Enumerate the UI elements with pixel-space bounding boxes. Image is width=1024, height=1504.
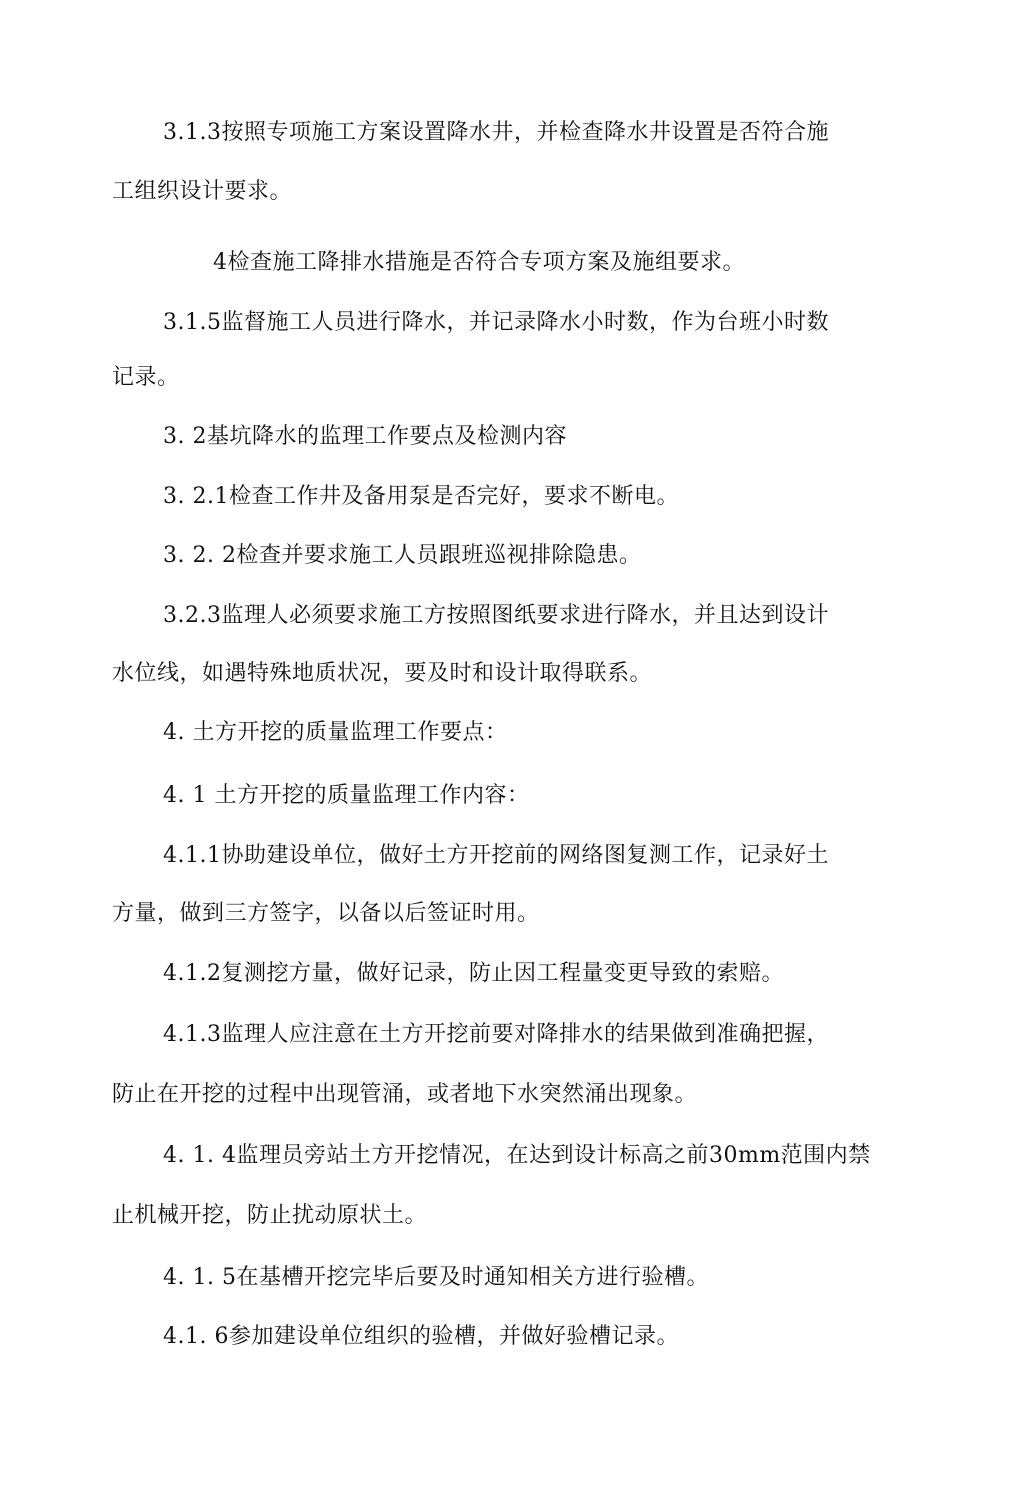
text-line: 4.1. 6参加建设单位组织的验槽，并做好验槽记录。 bbox=[163, 1324, 679, 1349]
text-line: 止机械开挖，防止扰动原状土。 bbox=[112, 1203, 428, 1228]
text-line: 4. 1 土方开挖的质量监理工作内容： bbox=[163, 783, 530, 808]
text-line: 3.1.3按照专项施工方案设置降水井，并检查降水井设置是否符合施 bbox=[163, 120, 829, 145]
text-line: 工组织设计要求。 bbox=[112, 179, 293, 204]
text-line: 3. 2.1检查工作井及备用泵是否完好，要求不断电。 bbox=[163, 484, 679, 509]
text-line: 4.1.2复测挖方量，做好记录，防止因工程量变更导致的索赔。 bbox=[163, 961, 784, 986]
text-line: 3.2.3监理人必须要求施工方按照图纸要求进行降水，并且达到设计 bbox=[163, 603, 829, 628]
text-line: 3.1.5监督施工人员进行降水，并记录降水小时数，作为台班小时数 bbox=[163, 310, 829, 335]
text-line: 4. 土方开挖的质量监理工作要点： bbox=[163, 720, 508, 745]
text-line: 记录。 bbox=[112, 365, 180, 390]
text-line: 4. 1. 5在基槽开挖完毕后要及时通知相关方进行验槽。 bbox=[163, 1265, 709, 1290]
text-line: 4.1.3监理人应注意在土方开挖前要对降排水的结果做到准确把握， bbox=[163, 1022, 829, 1047]
text-line: 方量，做到三方签字，以备以后签证时用。 bbox=[112, 901, 540, 926]
text-line: 防止在开挖的过程中出现管涌，或者地下水突然涌出现象。 bbox=[112, 1082, 698, 1107]
text-line: 3. 2基坑降水的监理工作要点及检测内容 bbox=[163, 424, 567, 449]
text-line: 4.1.1协助建设单位，做好土方开挖前的网络图复测工作，记录好土 bbox=[163, 843, 829, 868]
text-line: 4检查施工降排水措施是否符合专项方案及施组要求。 bbox=[213, 250, 745, 275]
text-line: 3. 2. 2检查并要求施工人员跟班巡视排除隐患。 bbox=[163, 543, 642, 568]
text-line: 水位线，如遇特殊地质状况，要及时和设计取得联系。 bbox=[112, 661, 653, 686]
text-line: 4. 1. 4监理员旁站土方开挖情况，在达到设计标高之前30mm范围内禁 bbox=[163, 1143, 871, 1168]
